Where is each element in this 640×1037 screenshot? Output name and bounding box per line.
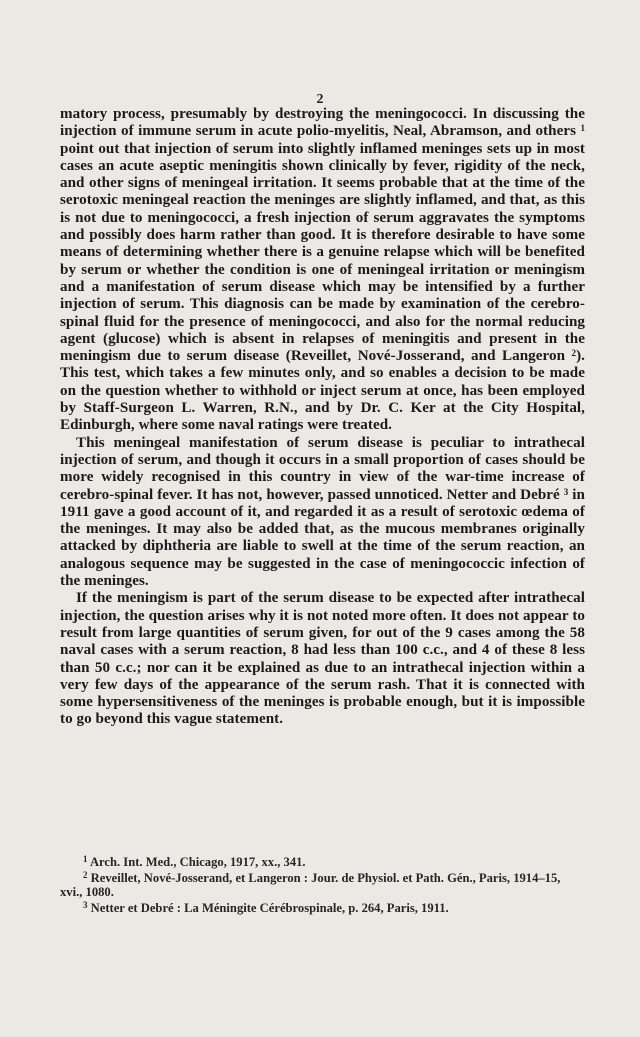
footnote: [60, 901, 585, 916]
text-run: in 1911 gave a good account of it, and regarded it as a result of serotoxic œdema of the meninges. It may also be added that, as the mucous membranes originally attacked by diphtheria are liable to swell at the time of the serum reaction, an analogous sequence may be suggested in the case of meningococcic infection of the meninges.: [60, 486, 585, 590]
reference-marker: 2: [571, 348, 577, 359]
footnote: [60, 855, 585, 870]
reference-marker: 1: [580, 123, 585, 134]
reference-marker: 1: [83, 854, 88, 864]
paragraph: [60, 590, 585, 728]
text-run: matory process, presumably by destroying the meningococci. In discussing the injection of immune serum in acute polio-myelitis, Neal, Abramson, and others: [60, 106, 585, 140]
text-run: Netter et Debré : La Méningite Cérébrospinale, p. 264, Paris, 1911.: [87, 900, 449, 915]
text-run: ). This test, which takes a few minutes only, and so enables a decision to be made on the question whether to withhold or inject serum at once, has been employed by Staff-Surgeon L. Warren, R.N., and by Dr. C. Ker at the City Hospital, Edinburgh, where some naval ratings were treated.: [60, 348, 585, 434]
reference-marker: 3: [83, 899, 88, 910]
text-run: Arch. Int. Med., Chicago, 1917, xx., 341.: [87, 855, 306, 869]
text-run: This meningeal manifestation of serum disease is peculiar to intrathecal injection of serum, and though it occurs in a small proportion of cases should be more widely recognised in this country in view of the war-time increase of cerebro-spinal fever. It has not, however, passed unnoticed. Netter and Debré: [60, 434, 585, 503]
footnotes: [60, 855, 585, 916]
paragraph: [60, 435, 585, 591]
page-number: 2: [316, 92, 324, 107]
text-run: point out that injection of serum into slightly inflamed meninges sets up in most cases an acute aseptic meningitis shown clinically by fever, rigidity of the neck, and other signs of meningeal irritation. It seems probable that at the time of the serotoxic meningeal reaction the meninges are slightly inflamed, and that, as this is not due to meningococci, a fresh injection of serum aggravates the symptoms and possibly does harm rather than good. It is therefore desirable to have some means of determining whether there is a genuine relapse which will be benefited by serum or whether the condition is one of meningeal irritation or meningism and a manifestation of serum disease which may be intensified by a further injection of serum. This diagnosis can be made by examination of the cerebro-spinal fluid for the presence of meningococci, and also for the normal reducing agent (glucose) which is absent in relapses of meningitis and present in the meningism due to serum disease (Reveillet, Nové-Josserand, and Langeron: [60, 140, 585, 365]
body-text: [60, 106, 585, 729]
paragraph: [60, 106, 585, 435]
text-run: If the meningism is part of the serum disease to be expected after intrathecal injection, the question arises why it is not noted more often. It does not appear to result from large quantities of serum given, for out of the 9 cases among the 58 naval cases with a serum reaction, 8 had less than 100 c.c., and 4 of these 8 less than 50 c.c.; nor can it be explained as due to an intrathecal injection within a very few days of the appearance of the serum rash. That it is connected with some hypersensitiveness of the meninges is probable enough, but it is impossible to go beyond this vague statement.: [60, 590, 585, 728]
text-run: Reveillet, Nové-Josserand, et Langeron : Jour. de Physiol. et Path. Gén., Paris, 1914–15, xvi., 1080.: [60, 870, 561, 900]
reference-marker: 3: [563, 486, 569, 497]
footnote: [60, 871, 585, 900]
reference-marker: 2: [83, 869, 88, 880]
